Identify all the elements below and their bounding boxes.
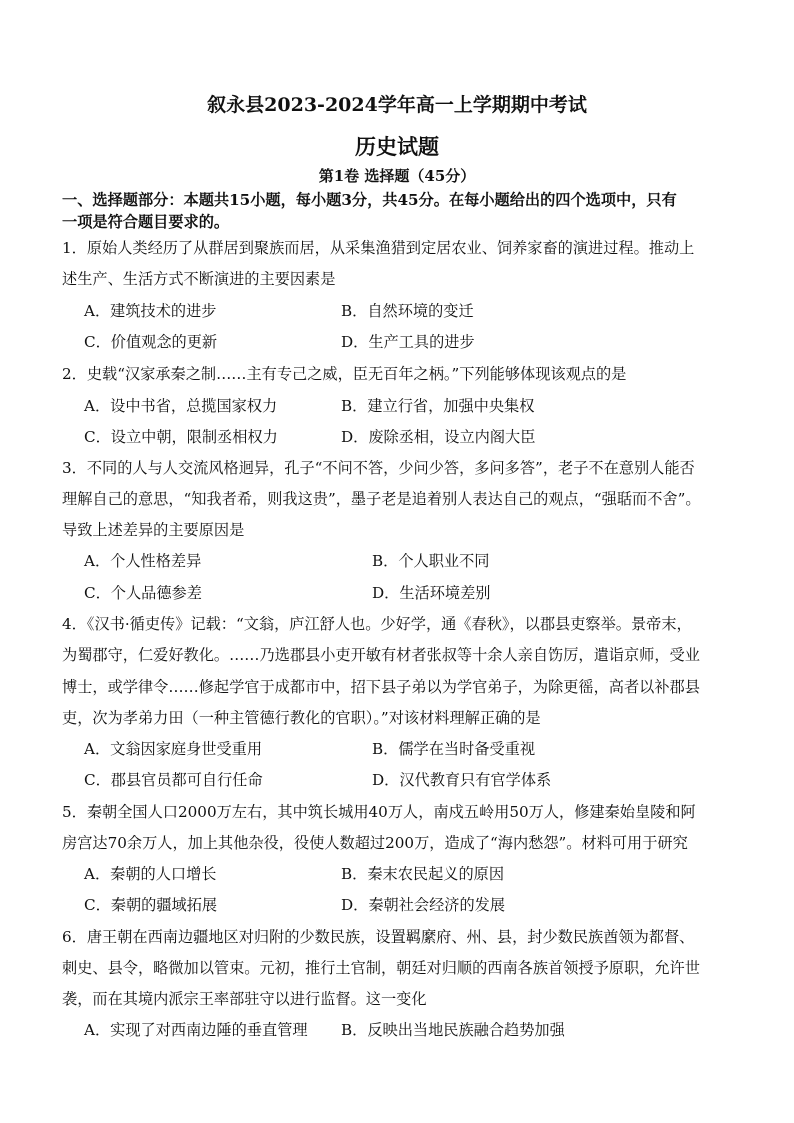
question-1-option-d: D．生产工具的进步 xyxy=(341,333,475,351)
question-5-line-1: 5．秦朝全国人口2000万左右，其中筑长城用40万人，南戍五岭用50万人，修建秦始皇陵和阿 xyxy=(62,803,696,821)
question-3-line-3: 导致上述差异的主要原因是 xyxy=(62,521,245,539)
question-5-option-b: B．秦末农民起义的原因 xyxy=(341,865,505,883)
question-5-line-2: 房宫达70余万人，加上其他杂役，役使人数超过200万，造成了“海内愁怨”。材料可用于研究 xyxy=(62,834,688,852)
question-6-option-a: A．实现了对西南边陲的垂直管理 xyxy=(84,1021,308,1039)
question-4-line-3: 博士，或学律令……修起学官于成都市中，招下县子弟以为学官弟子，为除更徭，高者以补郡县 xyxy=(62,678,700,696)
question-2-option-a: A．设中书省，总揽国家权力 xyxy=(84,397,278,415)
question-3-line-2: 理解自己的意思，“知我者希，则我这贵”，墨子老是追着别人表达自己的观点，“强聒而不舍”。 xyxy=(62,490,701,508)
question-4-line-4: 吏，次为孝弟力田（一种主管德行教化的官职）。”对该材料理解正确的是 xyxy=(62,709,541,727)
question-5-option-d: D．秦朝社会经济的发展 xyxy=(341,896,506,914)
question-1-option-a: A．建筑技术的进步 xyxy=(84,302,217,320)
question-5-option-a: A．秦朝的人口增长 xyxy=(84,865,217,883)
question-2-line-1: 2．史载“汉家承秦之制……主有专己之威，臣无百年之柄。”下列能够体现该观点的是 xyxy=(62,365,627,383)
question-3-option-a: A．个人性格差异 xyxy=(84,552,202,570)
question-3-option-d: D．生活环境差别 xyxy=(372,584,491,602)
question-1-line-1: 1．原始人类经历了从群居到聚族而居，从采集渔猎到定居农业、饲养家畜的演进过程。推动上 xyxy=(62,239,695,257)
question-4-line-1: 4．《汉书·循吏传》记载：“文翁，庐江舒人也。少好学，通《春秋》，以郡县吏察举。景帝末， xyxy=(62,615,692,633)
question-4-option-b: B．儒学在当时备受重视 xyxy=(372,740,536,758)
part-title: 第1卷 选择题（45分） xyxy=(318,167,476,185)
question-1-option-b: B．自然环境的变迁 xyxy=(341,302,474,320)
question-6-line-3: 袭，而在其境内派宗王率部驻守以进行监督。这一变化 xyxy=(62,990,427,1008)
question-5-option-c: C．秦朝的疆域拓展 xyxy=(84,896,218,914)
question-1-option-c: C．价值观念的更新 xyxy=(84,333,218,351)
question-4-line-2: 为蜀郡守，仁爱好教化。……乃选郡县小吏开敏有材者张叔等十余人亲自饬厉，遣诣京师，受业 xyxy=(62,646,700,664)
question-3-option-c: C．个人品德参差 xyxy=(84,584,202,602)
question-2-option-d: D．废除丞相，设立内阁大臣 xyxy=(341,428,536,446)
question-3-line-1: 3．不同的人与人交流风格迥异，孔子“不问不答，少问少答，多问多答”，老子不在意别人能否 xyxy=(62,459,695,477)
question-2-option-c: C．设立中朝，限制丞相权力 xyxy=(84,428,278,446)
question-4-option-c: C．郡县官员都可自行任命 xyxy=(84,771,263,789)
question-6-line-2: 刺史、县令，略微加以管束。元初，推行土官制，朝廷对归顺的西南各族首领授予原职，允许世 xyxy=(62,959,700,977)
exam-title: 叙永县2023-2024学年高一上学期期中考试 xyxy=(207,94,587,116)
question-4-option-d: D．汉代教育只有官学体系 xyxy=(372,771,552,789)
question-3-option-b: B．个人职业不同 xyxy=(372,552,490,570)
question-6-line-1: 6．唐王朝在西南边疆地区对归附的少数民族，设置羁縻府、州、县，封少数民族酋领为都督、 xyxy=(62,928,695,946)
question-6-option-b: B．反映出当地民族融合趋势加强 xyxy=(341,1021,565,1039)
subject-title: 历史试题 xyxy=(355,134,439,159)
question-2-option-b: B．建立行省，加强中央集权 xyxy=(341,397,535,415)
section-instruction-line-2: 一项是符合题目要求的。 xyxy=(62,213,230,231)
question-4-option-a: A．文翁因家庭身世受重用 xyxy=(84,740,263,758)
section-instruction-line-1: 一、选择题部分：本题共15小题，每小题3分，共45分。在每小题给出的四个选项中，只有 xyxy=(62,191,677,209)
question-1-line-2: 述生产、生活方式不断演进的主要因素是 xyxy=(62,270,336,288)
